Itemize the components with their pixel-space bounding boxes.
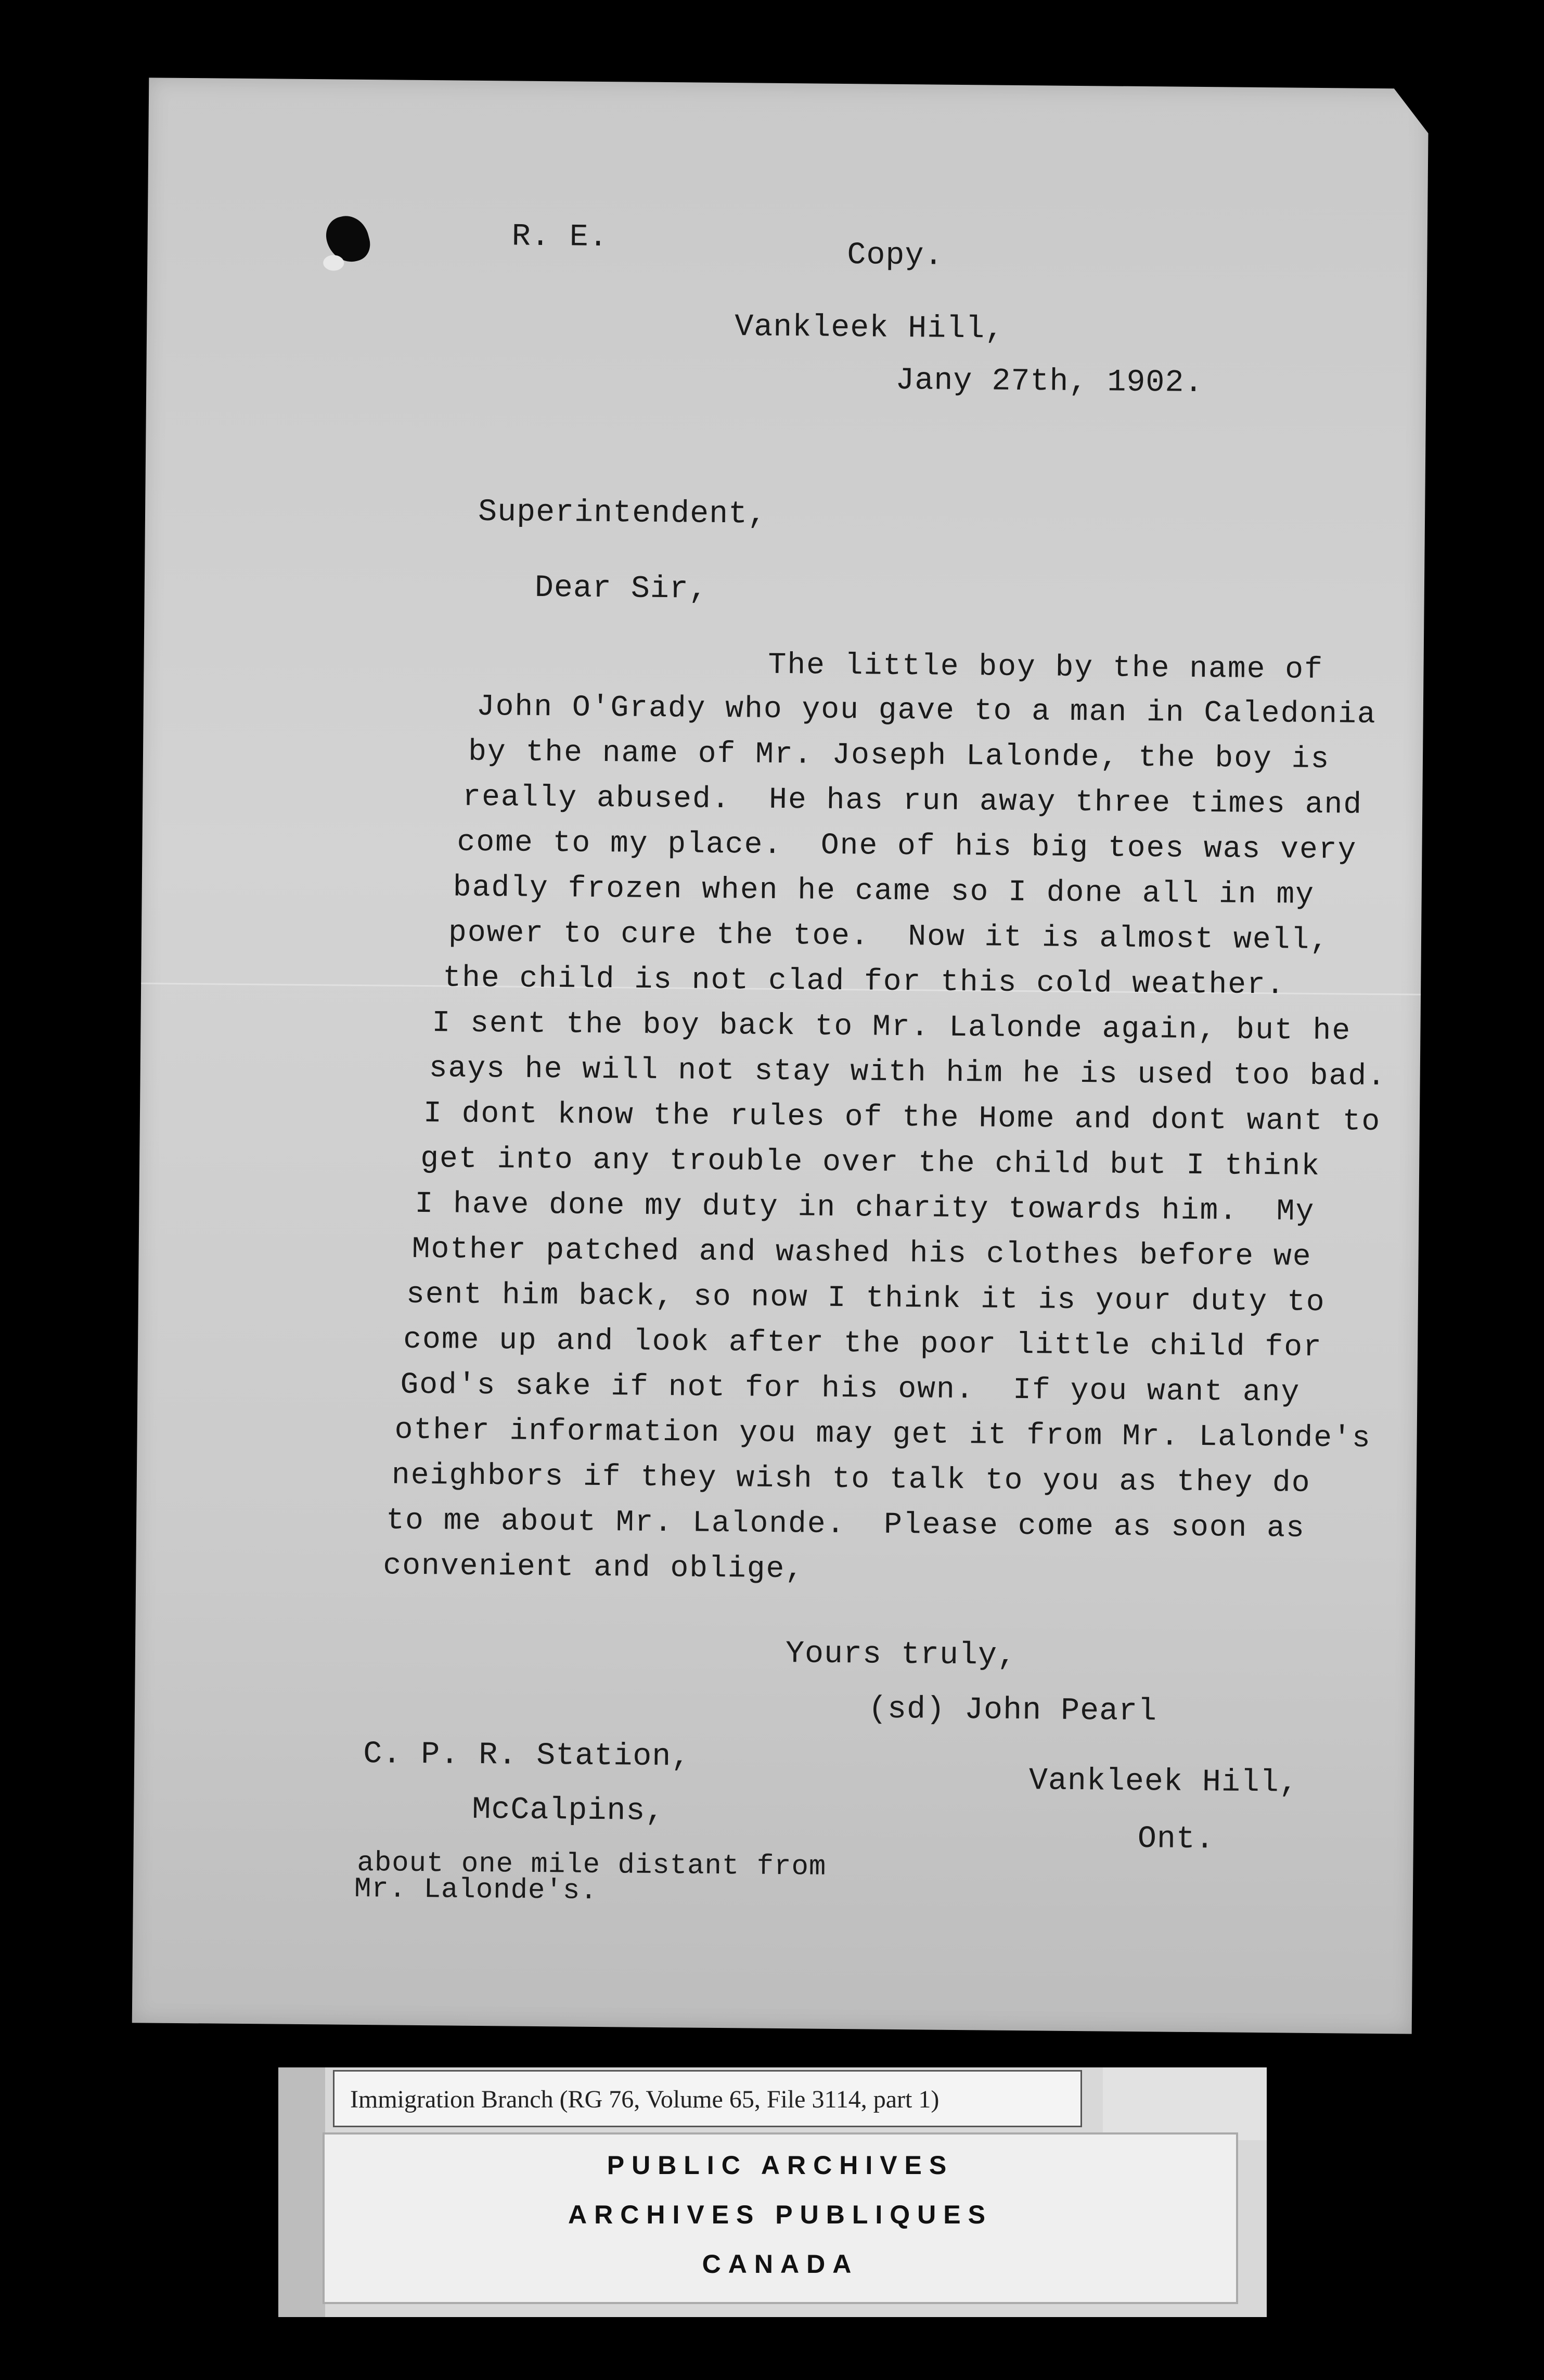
body-line: to me about Mr. Lalonde. Please come as soon as — [385, 1504, 1306, 1546]
addressee: Superintendent, — [478, 494, 767, 533]
body-line: Mother patched and washed his clothes before we — [411, 1232, 1312, 1274]
return-station: C. P. R. Station, — [363, 1737, 691, 1775]
header-copy: Copy. — [847, 238, 944, 274]
stamp-line: ARCHIVES PUBLIQUES — [568, 2200, 993, 2229]
letter-page — [132, 77, 1429, 2034]
body-line: come to my place. One of his big toes was very — [457, 825, 1357, 868]
torn-corner — [1393, 87, 1430, 135]
body-line: I have done my duty in charity towards him. My — [415, 1187, 1315, 1229]
return-place: McCalpins, — [472, 1792, 665, 1830]
archives-stamp — [323, 2132, 1238, 2304]
body-line: the child is not clad for this cold weather. — [442, 961, 1285, 1003]
signer-province: Ont. — [1137, 1821, 1215, 1858]
body-line: neighbors if they wish to talk to you as they do — [391, 1458, 1311, 1501]
return-note-1: about one mile distant from — [357, 1847, 827, 1883]
closing: Yours truly, — [785, 1636, 1017, 1674]
body-line: badly frozen when he came so I done all in my — [453, 871, 1315, 912]
body-line: I sent the boy back to Mr. Lalonde again, but he — [432, 1006, 1352, 1049]
body-line: sent him back, so now I think it is your duty to — [406, 1277, 1326, 1320]
body-line: come up and look after the poor little child for — [403, 1323, 1323, 1365]
letter-date: Jany 27th, 1902. — [895, 363, 1204, 402]
punch-hole-edge — [323, 255, 344, 270]
header-initials: R. E. — [511, 219, 609, 256]
stamp-line: CANADA — [702, 2249, 859, 2279]
body-line: The little boy by the name of — [768, 648, 1324, 688]
signer-place: Vankleek Hill, — [1028, 1763, 1299, 1801]
body-line: get into any trouble over the child but I think — [420, 1142, 1321, 1184]
archive-strip-right — [1103, 2067, 1267, 2140]
body-line: other information you may get it from Mr. Lalonde's — [394, 1413, 1371, 1456]
body-line: John O'Grady who you gave to a man in Caledonia — [476, 690, 1376, 732]
letter-place: Vankleek Hill, — [734, 309, 1005, 347]
return-note-2: Mr. Lalonde's. — [354, 1873, 598, 1907]
signature: (sd) John Pearl — [868, 1691, 1157, 1730]
archive-reference: Immigration Branch (RG 76, Volume 65, File 3114, part 1) — [350, 2086, 940, 2113]
salutation: Dear Sir, — [534, 570, 709, 607]
body-line: God's sake if not for his own. If you want any — [400, 1368, 1301, 1410]
archive-strip-left — [278, 2067, 325, 2317]
body-line: convenient and oblige, — [383, 1549, 805, 1587]
body-line: I dont know the rules of the Home and dont want to — [423, 1097, 1381, 1140]
body-line: by the name of Mr. Joseph Lalonde, the boy is — [468, 735, 1330, 777]
body-line: says he will not stay with him he is used too bad. — [429, 1052, 1387, 1094]
stamp-line: PUBLIC ARCHIVES — [607, 2151, 954, 2180]
archive-reference-label — [333, 2070, 1082, 2127]
body-line: really abused. He has run away three times and — [462, 780, 1363, 822]
body-line: power to cure the toe. Now it is almost well, — [448, 916, 1330, 958]
